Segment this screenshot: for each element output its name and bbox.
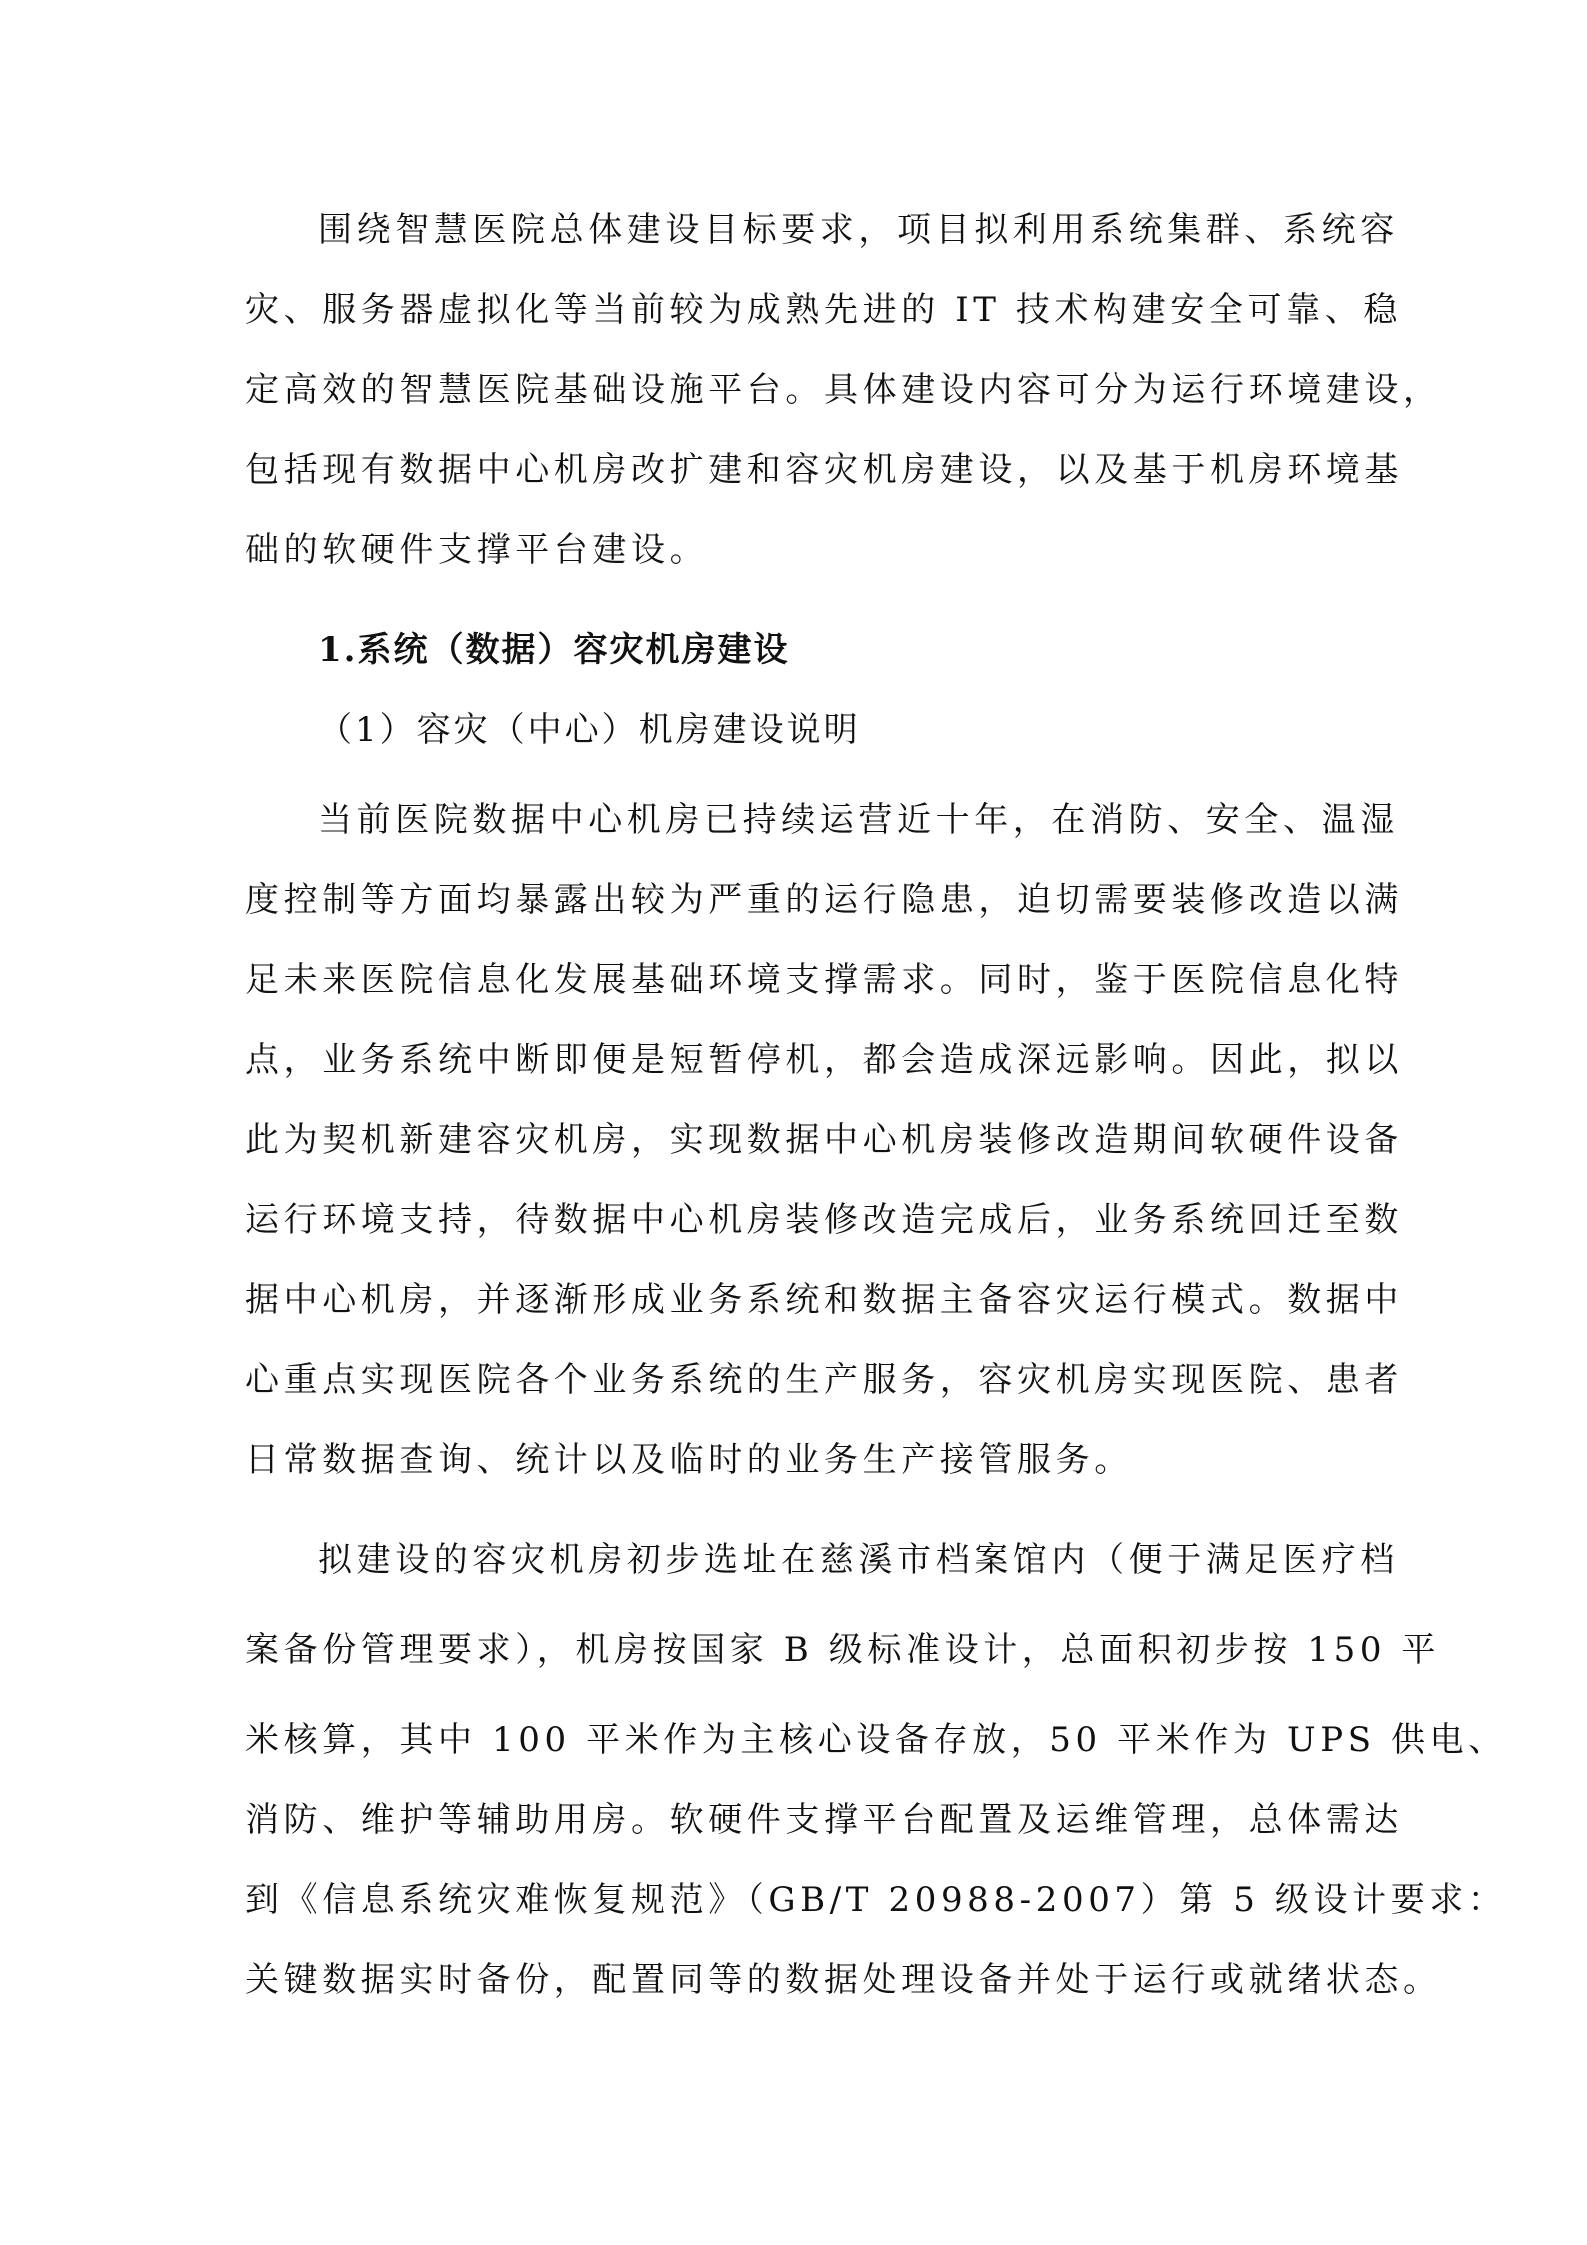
paragraph-3-line-4: 消防、维护等辅助用房。软硬件支撑平台配置及运维管理，总体需达 [245, 1800, 1403, 1840]
paragraph-3-line-5: 到《信息系统灾难恢复规范》（GB/T 20988-2007）第 5 级设计要求： [245, 1880, 1507, 1920]
paragraph-3-line-6: 关键数据实时备份，配置同等的数据处理设备并处于运行或就绪状态。 [245, 1960, 1442, 2000]
paragraph-3-line-1: 拟建设的容灾机房初步选址在慈溪市档案馆内（便于满足医疗档 [318, 1540, 1399, 1580]
paragraph-2-line-3: 足未来医院信息化发展基础环境支撑需求。同时，鉴于医院信息化特 [245, 960, 1403, 1000]
paragraph-1-line-5: 础的软硬件支撑平台建设。 [245, 530, 709, 570]
paragraph-1-line-1: 围绕智慧医院总体建设目标要求，项目拟利用系统集群、系统容 [318, 210, 1399, 250]
paragraph-1-line-2: 灾、服务器虚拟化等当前较为成熟先进的 IT 技术构建安全可靠、稳 [245, 290, 1402, 330]
paragraph-1-line-3: 定高效的智慧医院基础设施平台。具体建设内容可分为运行环境建设， [245, 370, 1442, 410]
paragraph-2-line-1: 当前医院数据中心机房已持续运营近十年，在消防、安全、温湿 [318, 800, 1399, 840]
paragraph-3-line-2: 案备份管理要求），机房按国家 B 级标准设计，总面积初步按 150 平 [245, 1630, 1441, 1670]
section-heading: 1.系统（数据）容灾机房建设 [318, 630, 790, 670]
paragraph-1-line-4: 包括现有数据中心机房改扩建和容灾机房建设，以及基于机房环境基 [245, 450, 1403, 490]
paragraph-2-line-8: 心重点实现医院各个业务系统的生产服务，容灾机房实现医院、患者 [245, 1360, 1403, 1400]
subsection-heading: （1）容灾（中心）机房建设说明 [318, 710, 861, 750]
paragraph-2-line-7: 据中心机房，并逐渐形成业务系统和数据主备容灾运行模式。数据中 [245, 1280, 1403, 1320]
paragraph-2-line-2: 度控制等方面均暴露出较为严重的运行隐患，迫切需要装修改造以满 [245, 880, 1403, 920]
paragraph-3-line-3: 米核算，其中 100 平米作为主核心设备存放，50 平米作为 UPS 供电、 [245, 1720, 1507, 1760]
paragraph-2-line-4: 点，业务系统中断即便是短暂停机，都会造成深远影响。因此，拟以 [245, 1040, 1403, 1080]
paragraph-2-line-6: 运行环境支持，待数据中心机房装修改造完成后，业务系统回迁至数 [245, 1200, 1403, 1240]
paragraph-2-line-5: 此为契机新建容灾机房，实现数据中心机房装修改造期间软硬件设备 [245, 1120, 1403, 1160]
paragraph-2-line-9: 日常数据查询、统计以及临时的业务生产接管服务。 [245, 1440, 1133, 1480]
